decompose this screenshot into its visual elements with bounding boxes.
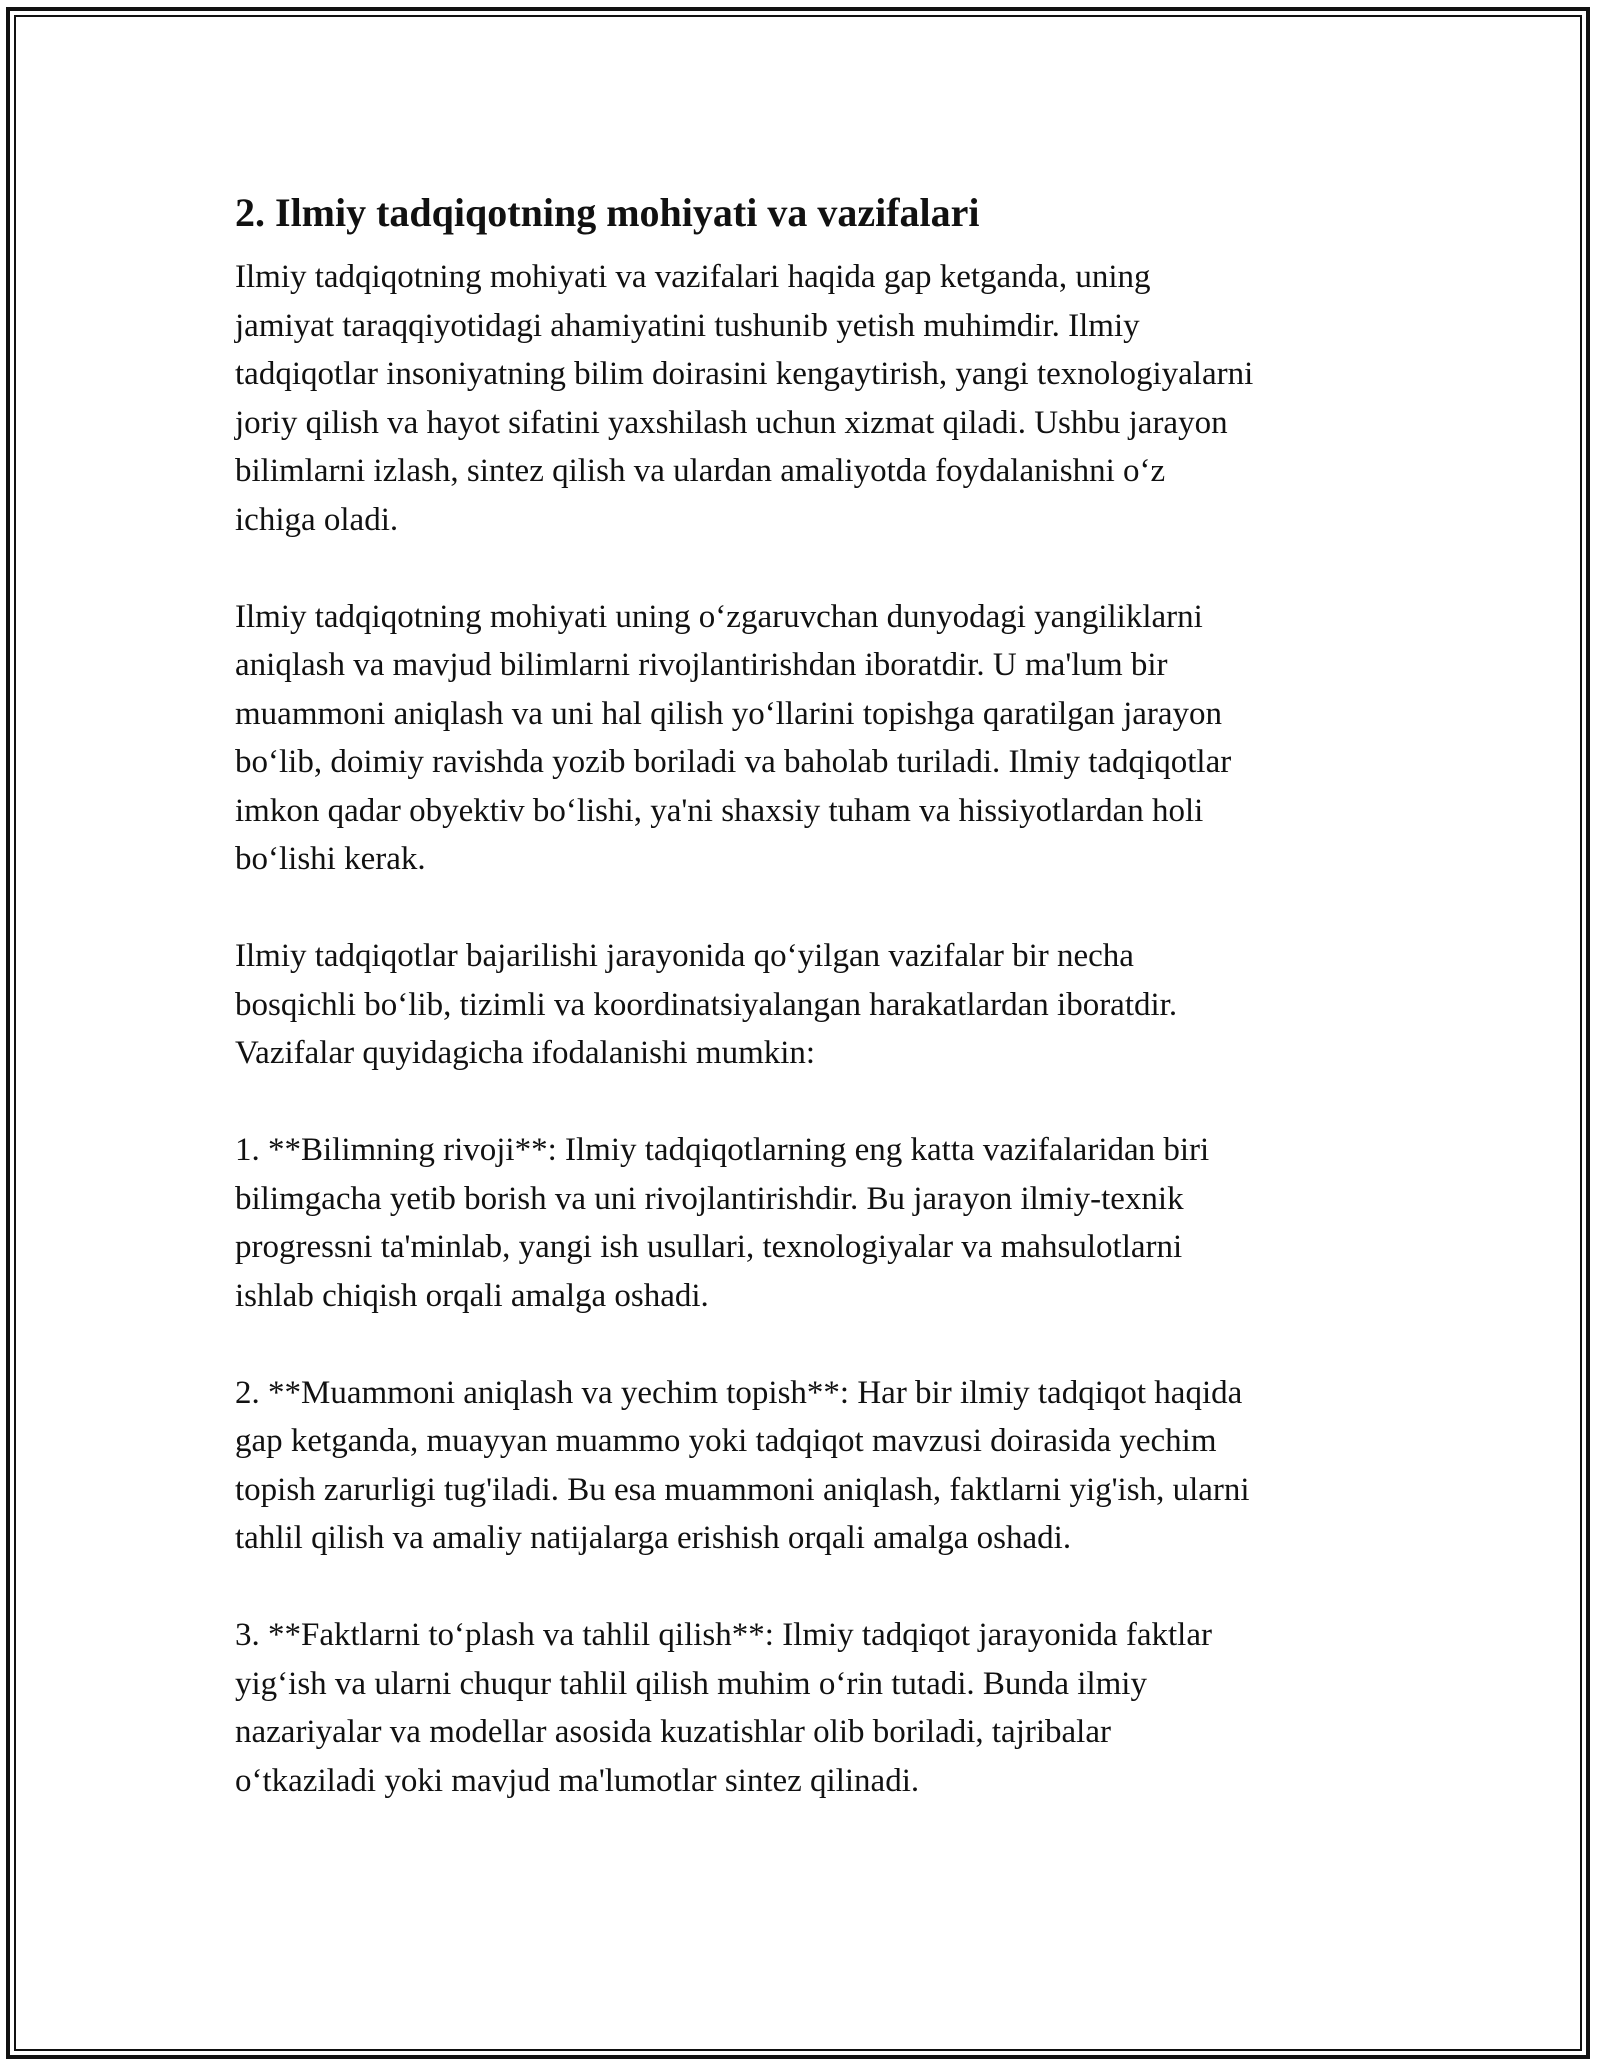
document-body <box>235 185 1375 1854</box>
section-heading: 2. Ilmiy tadqiqotning mohiyati va vazifalari <box>235 190 980 235</box>
list-item-knowledge: 1. **Bilimning rivoji**: Ilmiy tadqiqotlarning eng katta vazifalaridan biri bilimgacha yetib borish va uni rivojlantirishdir. Bu jarayon ilmiy-texnik progressni ta'minlab, yangi ish usullari, texnologiyalar va mahsulotlarni ishlab chiqish orqali amalga oshadi. <box>235 1132 1210 1314</box>
paragraph-essence: Ilmiy tadqiqotning mohiyati uning o‘zgaruvchan dunyodagi yangiliklarni aniqlash va mavjud bilimlarni rivojlantirishdan iboratdir. U ma'lum bir muammoni aniqlash va uni hal qilish yo‘llarini topishga qaratilgan jarayon bo‘lib, doimiy ravishda yozib boriladi va baholab turiladi. Ilmiy tadqiqotlar imkon qadar obyektiv bo‘lishi, ya'ni shaxsiy tuham va hissiyotlardan holi bo‘lishi kerak. <box>235 598 1232 877</box>
paragraph-tasks-intro: Ilmiy tadqiqotlar bajarilishi jarayonida qo‘yilgan vazifalar bir necha bosqichli bo‘lib, tizimli va koordinatsiyalangan harakatlardan iboratdir. Vazifalar quyidagicha ifodalanishi mumkin: <box>235 938 1178 1071</box>
paragraph-intro: Ilmiy tadqiqotning mohiyati va vazifalari haqida gap ketganda, uning jamiyat taraqqiyotidagi ahamiyatini tushunib yetish muhimdir. Ilmiy tadqiqotlar insoniyatning bilim doirasini kengaytirish, yangi texnologiyalarni joriy qilish va hayot sifatini yaxshilash uchun xizmat qiladi. Ushbu jarayon bilimlarni izlash, sintez qilish va ulardan amaliyotda foydalanishni o‘z ichiga oladi. <box>235 259 1254 538</box>
list-item-facts: 3. **Faktlarni to‘plash va tahlil qilish**: Ilmiy tadqiqot jarayonida faktlar yig‘ish va ularni chuqur tahlil qilish muhim o‘rin tutadi. Bunda ilmiy nazariyalar va modellar asosida kuzatishlar olib boriladi, tajribalar o‘tkaziladi yoki mavjud ma'lumotlar sintez qilinadi. <box>235 1617 1212 1799</box>
list-item-problem: 2. **Muammoni aniqlash va yechim topish**: Har bir ilmiy tadqiqot haqida gap ketganda, muayyan muammo yoki tadqiqot mavzusi doirasida yechim topish zarurligi tug'iladi. Bu esa muammoni aniqlash, faktlarni yig'ish, ularni tahlil qilish va amaliy natijalarga erishish orqali amalga oshadi. <box>235 1374 1250 1556</box>
